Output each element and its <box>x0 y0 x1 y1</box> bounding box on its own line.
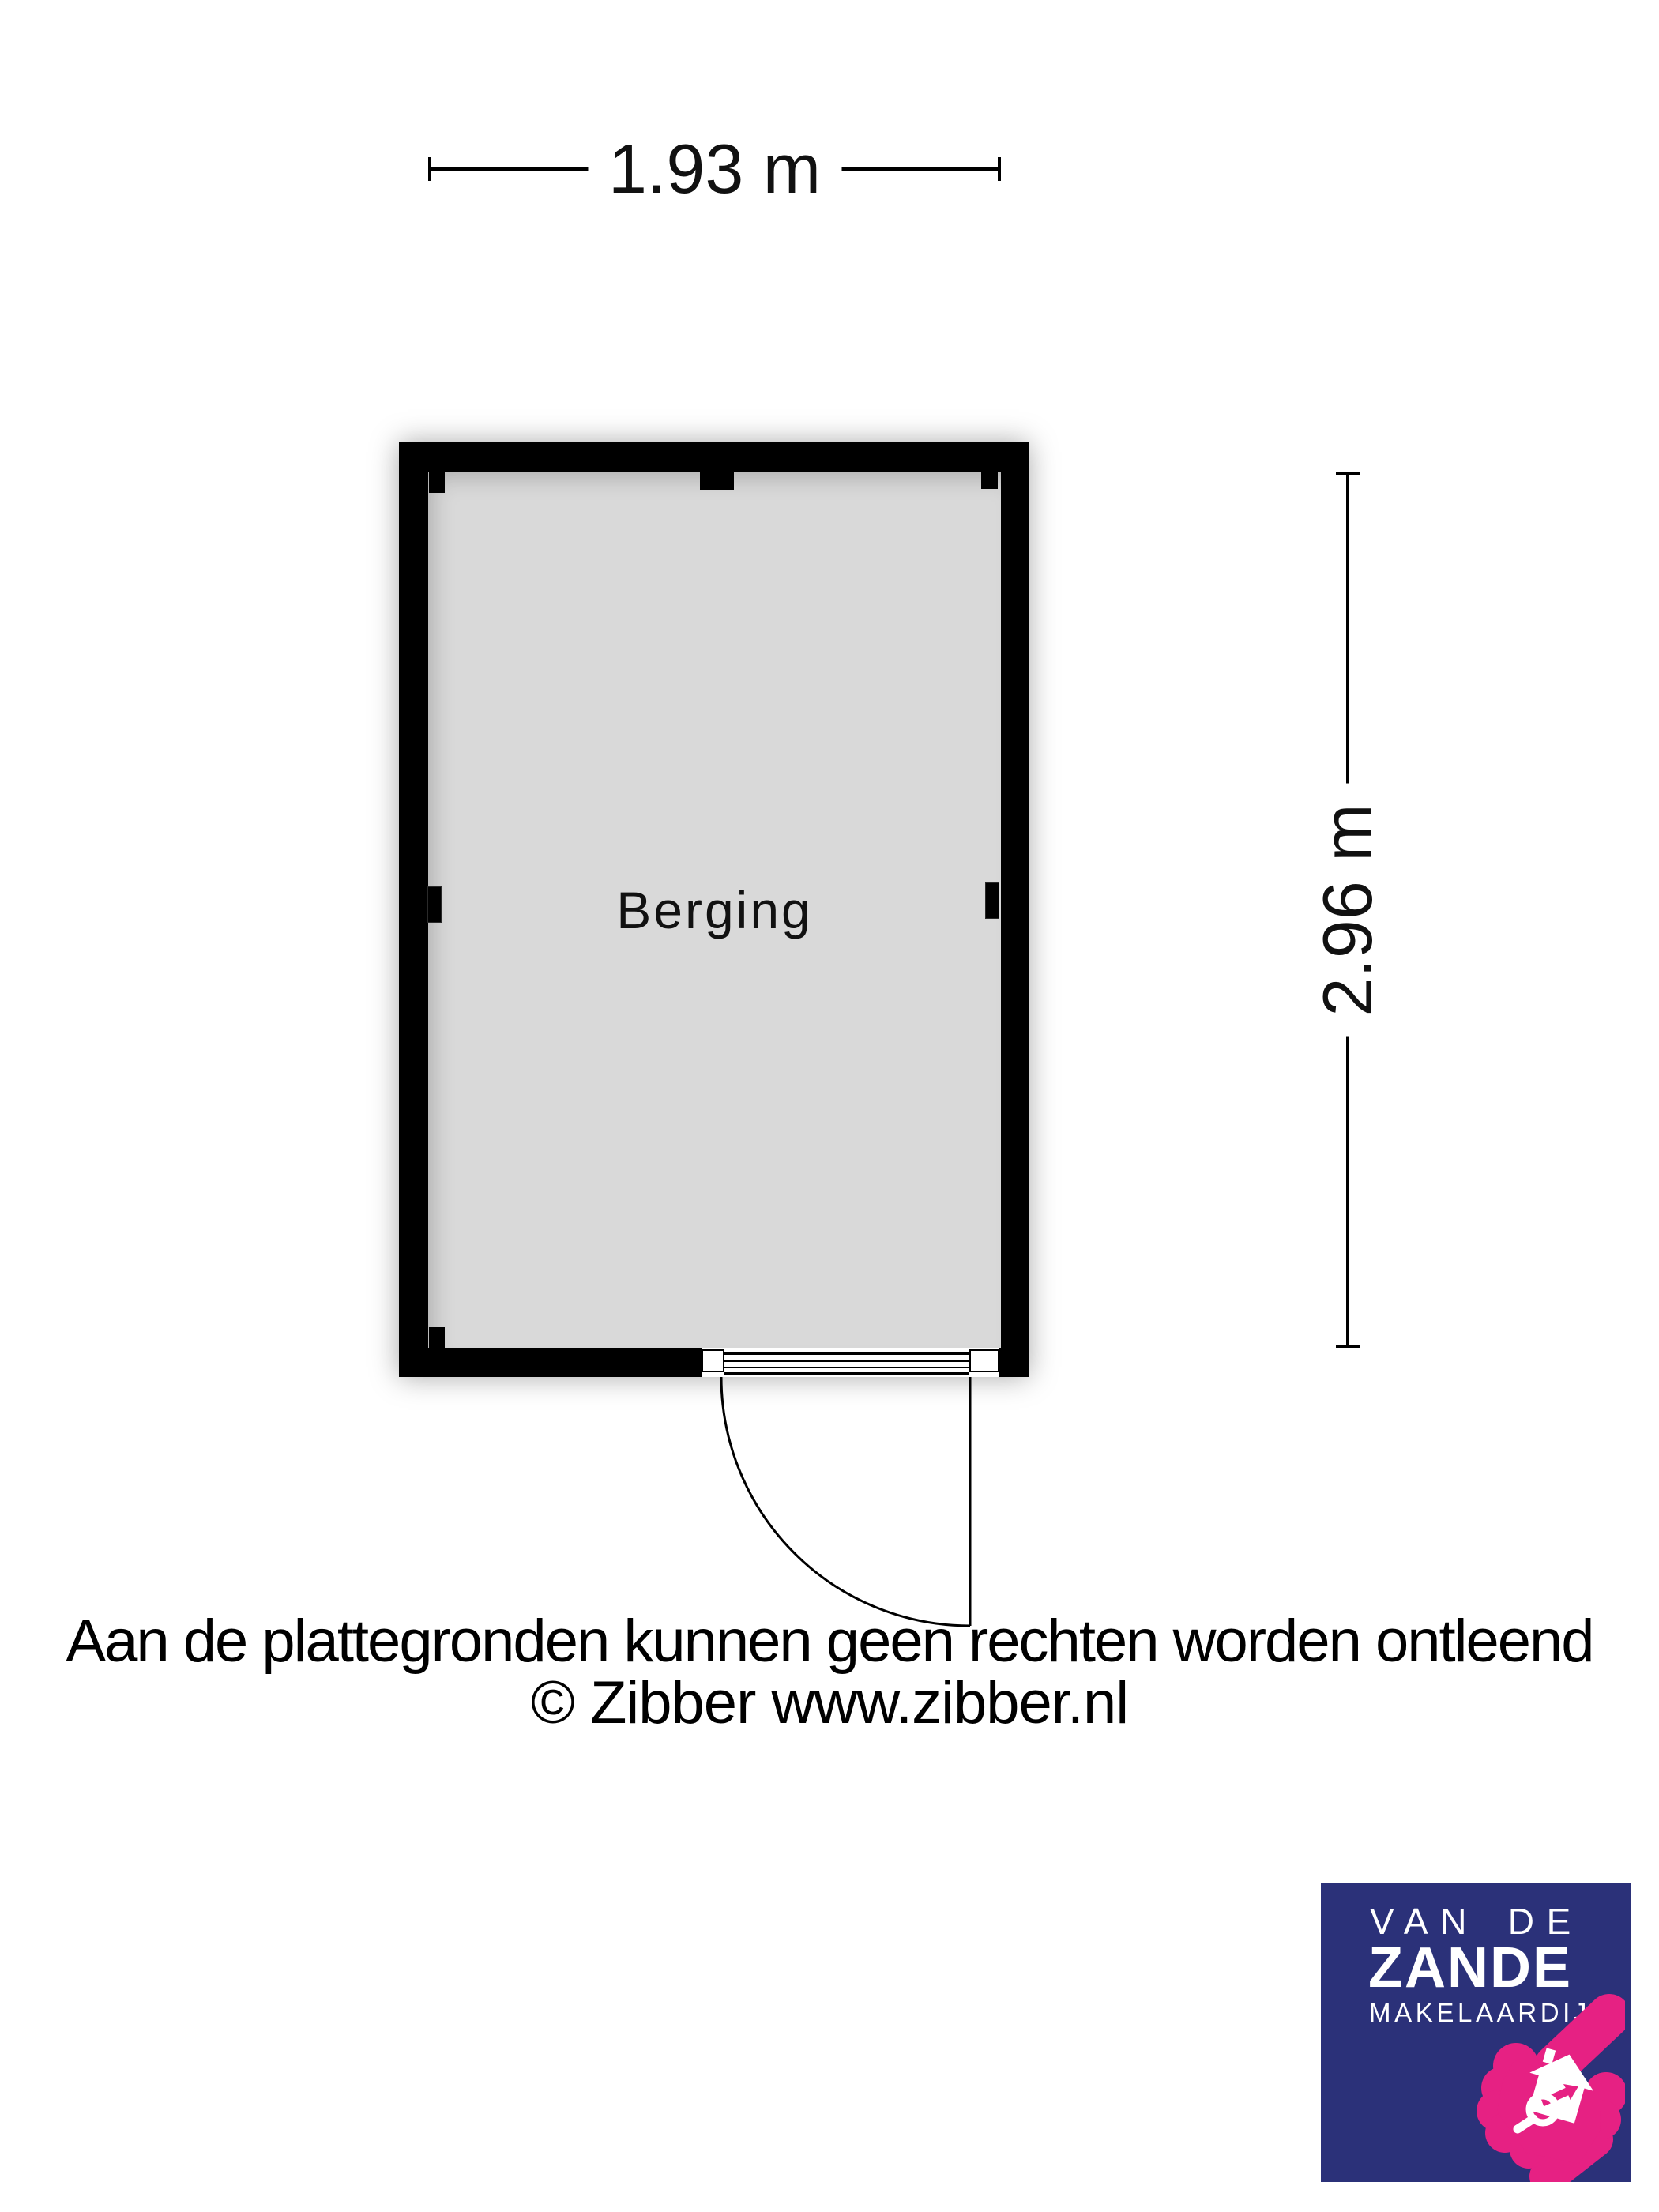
door-swing <box>711 1375 980 1636</box>
wall-stub <box>429 1327 445 1348</box>
logo-subtitle-makelaardij: MAKELAARDIJ <box>1369 1998 1591 2027</box>
floorplan <box>399 442 1029 1377</box>
agency-logo <box>1321 1883 1631 2182</box>
door-opening <box>702 1348 999 1377</box>
door-threshold <box>724 1352 969 1375</box>
wall-stub <box>981 472 998 489</box>
disclaimer-text: Aan de plattegronden kunnen geen rechten worden ontleend <box>66 1608 1593 1675</box>
copyright-text: © Zibber www.zibber.nl <box>530 1669 1129 1736</box>
width-dimension-label: 1.93 m <box>588 133 841 205</box>
door-swing-arc <box>721 1377 970 1626</box>
wall-stub <box>428 887 441 922</box>
room-berging <box>428 472 1001 1348</box>
dimension-tick <box>998 157 1001 181</box>
height-dimension-label: 2.96 m <box>1311 783 1384 1036</box>
room-label: Berging <box>616 880 813 939</box>
wall-stub <box>986 883 999 918</box>
door-jamb <box>702 1349 724 1372</box>
logo-name-zande: ZANDE <box>1368 1936 1572 1999</box>
height-dimension <box>1307 472 1386 1348</box>
wall-stub <box>429 472 445 493</box>
width-dimension <box>428 129 1001 208</box>
wall-stub <box>700 472 734 490</box>
door-jamb <box>969 1349 999 1372</box>
logo-line-van-de: VAN DE <box>1370 1901 1583 1942</box>
logo-graphic <box>1467 1993 1625 2182</box>
dimension-tick <box>1336 1345 1360 1348</box>
